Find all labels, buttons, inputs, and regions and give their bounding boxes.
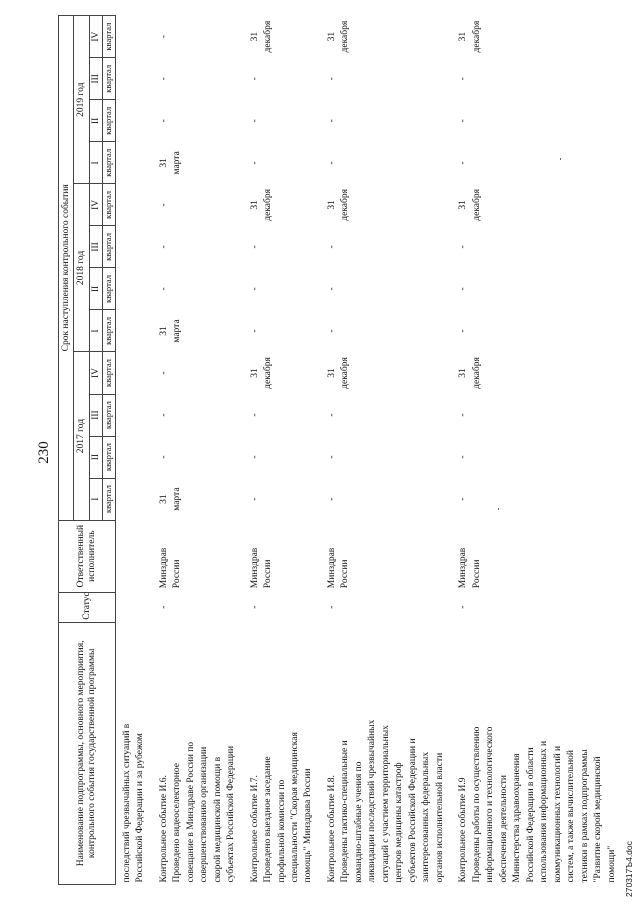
header-year-2018: 2018 год (74, 184, 89, 352)
status-cell: - (458, 605, 469, 609)
quarter-deadline-value: 31 (158, 494, 169, 504)
header-name: Наименование подпрограммы, основного мероприятия, контрольного события государственной программы (59, 622, 116, 884)
header-quarter-word: квартал (103, 100, 115, 142)
quarter-deadline-cell (321, 142, 452, 184)
quarter-deadline-cell (244, 226, 321, 268)
event-name-line: профильной комиссии по (276, 779, 287, 883)
page-number: 230 (36, 441, 52, 464)
quarter-deadline-cell (153, 142, 244, 184)
quarter-deadline-value: 31 (249, 200, 260, 210)
quarter-deadline-value: - (158, 245, 169, 249)
quarter-deadline-value: - (326, 455, 337, 459)
quarter-deadline-value: - (158, 35, 169, 39)
quarter-deadline-value: - (158, 287, 169, 291)
header-quarter-word: квартал (103, 268, 115, 310)
quarter-deadline-value: марта (172, 151, 183, 175)
quarter-deadline-value: - (458, 119, 469, 123)
quarter-deadline-value: 31 (326, 31, 337, 42)
header-quarter-numeral: III (89, 226, 102, 268)
quarter-deadline-value: - (158, 203, 169, 207)
quarter-deadline-cell (153, 394, 244, 436)
quarter-deadline-value: 31 (458, 368, 469, 378)
event-name-line: помощи" (606, 845, 617, 883)
quarter-deadline-cell (153, 268, 244, 310)
quarter-deadline-cell (244, 16, 321, 58)
quarter-deadline-value: декабря (471, 20, 482, 53)
quarter-deadline-cell (244, 184, 321, 226)
event-name-line: специальности "Скорая медицинская (289, 732, 300, 883)
quarter-deadline-cell (115, 394, 152, 436)
quarter-deadline-value: - (158, 455, 169, 459)
header-quarter-numeral: II (89, 100, 102, 142)
quarter-deadline-value: - (458, 77, 469, 81)
event-name-line: Контрольное событие И.9 (458, 777, 469, 883)
quarter-deadline-value: 31 (249, 368, 260, 378)
quarter-deadline-cell (244, 394, 321, 436)
header-quarter-numeral: IV (89, 16, 102, 58)
quarter-deadline-cell (153, 310, 244, 352)
quarter-deadline-cell (452, 310, 624, 352)
quarter-deadline-value: - (249, 245, 260, 249)
event-name-line: Контрольное событие И.8. (326, 775, 337, 883)
quarter-deadline-cell (153, 100, 244, 142)
quarter-deadline-cell (153, 436, 244, 478)
quarter-deadline-cell (153, 478, 244, 520)
quarter-deadline-cell (321, 226, 452, 268)
event-name-line: Контрольное событие И.6. (158, 775, 169, 883)
quarter-deadline-value: декабря (340, 20, 351, 53)
quarter-deadline-cell (452, 100, 624, 142)
quarter-deadline-cell (452, 16, 624, 58)
quarter-deadline-cell (244, 268, 321, 310)
quarter-deadline-value: - (249, 119, 260, 123)
quarter-deadline-cell (452, 268, 624, 310)
quarter-deadline-value: - (458, 413, 469, 417)
table-body (115, 16, 624, 885)
executor-cell: Минздрав России (158, 547, 183, 589)
quarter-deadline-value: - (326, 497, 337, 501)
quarter-deadline-value: - (158, 371, 169, 375)
quarter-deadline-cell (321, 394, 452, 436)
header-quarter-numeral: III (89, 394, 102, 436)
header-quarter-word: квартал (103, 226, 115, 268)
stray-mark (498, 508, 499, 510)
event-name-line: информационного и технологического (485, 726, 496, 883)
quarter-deadline-value: декабря (263, 357, 274, 389)
event-name-line: обеспечения деятельности (498, 775, 509, 883)
quarter-deadline-cell (153, 58, 244, 100)
quarter-deadline-cell (115, 184, 152, 226)
quarter-deadline-value: декабря (340, 189, 351, 221)
event-name-line: совершенствованию организации (199, 746, 210, 883)
quarter-deadline-value: 31 (458, 200, 469, 210)
event-name-line: последствий чрезвычайных ситуаций в (121, 723, 132, 883)
quarter-deadline-cell (115, 310, 152, 352)
quarter-deadline-cell (452, 436, 624, 478)
quarter-deadline-cell (452, 58, 624, 100)
quarter-deadline-cell (452, 478, 624, 520)
table-row (244, 16, 321, 885)
event-name-line: органов исполнительной власти (434, 752, 445, 883)
quarter-deadline-value: - (326, 413, 337, 417)
event-name-line: скорой медицинской помощи в (212, 756, 223, 883)
executor-cell: Минздрав России (326, 547, 351, 589)
event-name-line: "Развитие скорой медицинской (593, 756, 604, 883)
header-quarter-numeral: II (89, 268, 102, 310)
event-name-line: Проведены тактико-специальные и (340, 740, 351, 883)
header-year-2019: 2019 год (74, 16, 89, 184)
header-quarter-word: квартал (103, 436, 115, 478)
quarter-deadline-value: - (249, 287, 260, 291)
quarter-deadline-cell (452, 142, 624, 184)
quarter-deadline-value: - (458, 497, 469, 501)
quarter-deadline-cell (321, 478, 452, 520)
quarter-deadline-value: - (458, 161, 469, 165)
control-events-table (58, 15, 624, 885)
event-name-cell (321, 622, 452, 884)
event-name-cell (115, 622, 152, 884)
quarter-deadline-value: марта (172, 319, 183, 343)
event-name-line: ситуаций с участием территориальных (380, 725, 391, 883)
header-quarter-numeral: I (89, 310, 102, 352)
event-name-line: командно-штабные учения по (353, 761, 364, 883)
quarter-deadline-cell (115, 58, 152, 100)
quarter-deadline-value: - (158, 77, 169, 81)
event-name-cell (244, 622, 321, 884)
quarter-deadline-value: - (458, 245, 469, 249)
quarter-deadline-value: - (249, 455, 260, 459)
header-quarter-numeral: IV (89, 352, 102, 394)
quarter-deadline-cell (244, 352, 321, 394)
quarter-deadline-cell (153, 226, 244, 268)
quarter-deadline-cell (321, 352, 452, 394)
quarter-deadline-value: декабря (471, 189, 482, 221)
event-name-line: заинтересованных федеральных (421, 751, 432, 883)
executor-cell: Минздрав России (249, 547, 274, 589)
header-quarter-word: квартал (103, 58, 115, 100)
quarter-deadline-value: 31 (158, 158, 169, 168)
quarter-deadline-cell (321, 268, 452, 310)
header-deadline: Срок наступления контрольного события (59, 16, 74, 521)
quarter-deadline-cell (115, 226, 152, 268)
quarter-deadline-value: марта (172, 487, 183, 511)
event-name-line: субъектах Российской Федерации (226, 745, 237, 883)
quarter-deadline-value: - (458, 287, 469, 291)
quarter-deadline-value: - (249, 161, 260, 165)
table-row (115, 16, 152, 885)
event-name-line: использования информационных и (539, 740, 550, 883)
event-name-line: Министерства здравоохранения (512, 753, 523, 883)
quarter-deadline-value: - (326, 245, 337, 249)
event-name-line: субъектов Российской Федерации и (407, 738, 418, 883)
event-name-line: помощь" Минздрава России (303, 768, 314, 883)
header-year-2017: 2017 год (74, 352, 89, 520)
quarter-deadline-cell (321, 436, 452, 478)
quarter-deadline-value: - (326, 77, 337, 81)
quarter-deadline-cell (321, 100, 452, 142)
quarter-deadline-value: - (249, 413, 260, 417)
stray-mark (560, 158, 561, 160)
event-name-line: Контрольное событие И.7. (249, 775, 260, 883)
status-cell: - (249, 605, 260, 609)
status-cell (115, 592, 152, 622)
event-name-line: Проведено выездное заседание (263, 756, 274, 883)
header-quarter-word: квартал (103, 142, 115, 184)
header-quarter-word: квартал (103, 394, 115, 436)
footer-filename: 270317Ъ4.doc (624, 841, 634, 897)
quarter-deadline-value: - (158, 413, 169, 417)
event-name-line: систем, а также вычислительной (566, 750, 577, 883)
quarter-deadline-cell (244, 142, 321, 184)
header-status: Статус (59, 592, 116, 622)
event-name-line: Проведены работы по осуществлению (471, 726, 482, 883)
header-quarter-numeral: II (89, 436, 102, 478)
table-row (452, 16, 624, 885)
quarter-deadline-value: - (326, 329, 337, 333)
header-executor: Ответственный исполнитель (59, 520, 116, 592)
quarter-deadline-cell (452, 352, 624, 394)
quarter-deadline-cell (115, 16, 152, 58)
quarter-deadline-cell (153, 16, 244, 58)
event-name-line: техники в рамках подпрограммы (579, 749, 590, 883)
quarter-deadline-value: декабря (340, 357, 351, 389)
event-name-line: центров медицины катастроф (394, 762, 405, 883)
status-cell: - (158, 605, 169, 609)
event-name-line: Российской Федерации и за рубежом (135, 733, 146, 883)
quarter-deadline-cell (244, 58, 321, 100)
quarter-deadline-value: - (326, 161, 337, 165)
header-quarter-numeral: III (89, 58, 102, 100)
quarter-deadline-value: 31 (458, 31, 469, 42)
header-quarter-numeral: I (89, 142, 102, 184)
quarter-deadline-cell (244, 436, 321, 478)
event-name-line: Проведено видеоселекторное (172, 763, 183, 883)
quarter-deadline-cell (115, 436, 152, 478)
quarter-deadline-value: - (326, 119, 337, 123)
quarter-deadline-value: 31 (326, 368, 337, 378)
quarter-deadline-cell (321, 184, 452, 226)
quarter-deadline-cell (244, 310, 321, 352)
quarter-deadline-value: 31 (158, 326, 169, 336)
quarter-deadline-cell (452, 226, 624, 268)
event-name-line: коммуникационных технологий и (552, 745, 563, 883)
event-name-line: ликвидации последствий чрезвычайных (367, 719, 378, 883)
header-quarter-word: квартал (103, 184, 115, 226)
quarter-deadline-cell (321, 16, 452, 58)
event-name-cell (452, 622, 624, 884)
header-quarter-word: квартал (103, 310, 115, 352)
quarter-deadline-value: 31 (326, 200, 337, 210)
header-row-1 (59, 16, 74, 885)
quarter-deadline-cell (244, 100, 321, 142)
quarter-deadline-cell (115, 268, 152, 310)
quarter-deadline-cell (115, 100, 152, 142)
quarter-deadline-cell (244, 478, 321, 520)
quarter-deadline-value: - (249, 329, 260, 333)
quarter-deadline-cell (452, 394, 624, 436)
quarter-deadline-value: декабря (263, 20, 274, 53)
quarter-deadline-cell (115, 352, 152, 394)
table-row (321, 16, 452, 885)
quarter-deadline-cell (321, 310, 452, 352)
header-quarter-word: квартал (103, 478, 115, 520)
quarter-deadline-cell (153, 184, 244, 226)
header-quarter-word: квартал (103, 16, 115, 58)
event-name-line: Российской Федерации в области (525, 747, 536, 883)
quarter-deadline-cell (153, 352, 244, 394)
status-cell: - (326, 605, 337, 609)
quarter-deadline-value: - (458, 329, 469, 333)
header-quarter-numeral: I (89, 478, 102, 520)
header-quarter-numeral: IV (89, 184, 102, 226)
quarter-deadline-value: декабря (471, 357, 482, 389)
executor-cell: Минздрав России (458, 547, 482, 589)
quarter-deadline-cell (452, 184, 624, 226)
quarter-deadline-value: - (458, 455, 469, 459)
quarter-deadline-value: - (249, 497, 260, 501)
quarter-deadline-cell (115, 142, 152, 184)
quarter-deadline-cell (321, 58, 452, 100)
table-row (153, 16, 244, 885)
quarter-deadline-value: декабря (263, 189, 274, 221)
event-name-line: совещание в Минздраве России по (185, 741, 196, 883)
header-quarter-word: квартал (103, 352, 115, 394)
quarter-deadline-value: - (326, 287, 337, 291)
event-name-cell (153, 622, 244, 884)
executor-cell (115, 520, 152, 592)
quarter-deadline-value: - (158, 119, 169, 123)
quarter-deadline-value: 31 (249, 31, 260, 42)
quarter-deadline-value: - (249, 77, 260, 81)
quarter-deadline-cell (115, 478, 152, 520)
